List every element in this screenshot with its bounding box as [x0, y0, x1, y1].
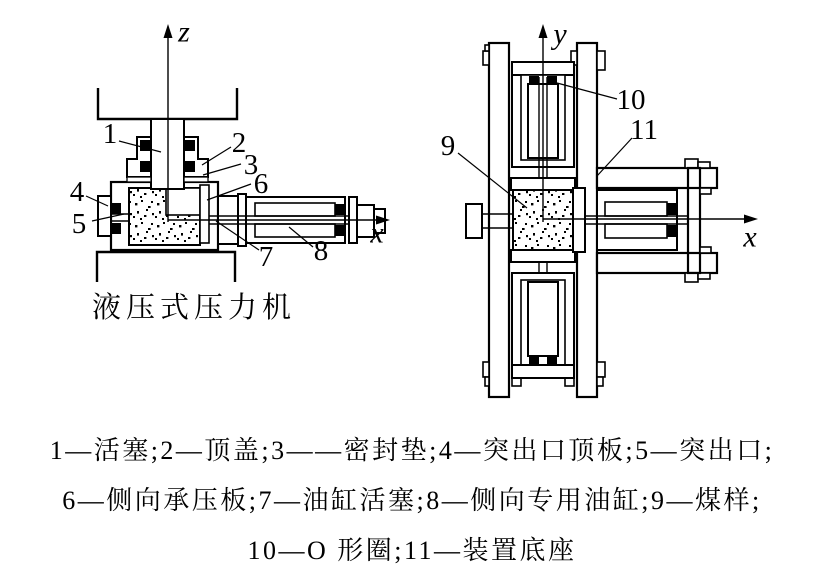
part-label-6: 6 [253, 168, 269, 200]
o-ring [667, 225, 677, 237]
part-label-5: 5 [71, 208, 87, 240]
parts-legend [0, 426, 824, 573]
cylinder-cavity-top [255, 203, 335, 216]
part-label-2: 2 [231, 127, 247, 159]
bolt-tab [597, 51, 605, 70]
piston-foot [166, 188, 200, 215]
lateral-bearing-plate [200, 185, 209, 243]
part-label-3: 3 [243, 149, 259, 181]
sample-bottom-plate [511, 250, 575, 262]
part-label-1: 1 [102, 118, 118, 150]
protrusion-seal [111, 203, 121, 214]
bottom-cap-bar [512, 365, 574, 378]
bolt-tab [597, 362, 605, 377]
right-cylinder-cavity [605, 224, 667, 238]
left-press-diagram [70, 16, 390, 283]
legend-line-1: 1—活塞;2—顶盖;3——密封垫;4—突出口顶板;5—突出口; [49, 436, 775, 465]
seal-gasket-left [127, 177, 151, 182]
cover-seal-ring [140, 140, 150, 151]
cylinder-seal [335, 204, 345, 215]
o-ring [529, 76, 539, 85]
bolt-tab [485, 377, 489, 386]
part-label-8: 8 [313, 235, 329, 267]
o-ring [547, 355, 557, 364]
z-axis-arrow [164, 24, 173, 38]
part-label-4: 4 [69, 176, 85, 208]
part-label-10: 10 [616, 84, 646, 116]
right-cylinder-cavity [605, 202, 667, 216]
bolt-tab [685, 159, 698, 168]
base-plate-outer [489, 43, 509, 397]
protrusion-seal [111, 223, 121, 234]
bolt-tab [485, 45, 489, 51]
y-axis-label: y [553, 17, 567, 51]
seal-gasket-right [184, 177, 208, 182]
cover-seal-ring [185, 140, 195, 151]
right-device-diagram [441, 18, 758, 398]
bolt-tab [483, 51, 489, 65]
right-cylinder-body [597, 190, 677, 250]
y-axis-arrow [539, 24, 548, 38]
x-axis-label-left: x [370, 216, 384, 250]
clamp-bolt-head [466, 204, 482, 238]
bolt-tab [597, 377, 603, 386]
part-label-9: 9 [440, 130, 456, 162]
cover-seal-ring [140, 161, 150, 172]
bolt-tab [685, 273, 698, 282]
sample-side-plate [573, 188, 585, 252]
bolt-tab [700, 188, 711, 194]
legend-line-3: 10—O 形圈;11—装置底座 [247, 536, 577, 565]
part-label-11: 11 [630, 114, 658, 146]
legend-line-2: 6—侧向承压板;7—油缸活塞;8—侧向专用油缸;9—煤样; [62, 486, 762, 515]
bolt-tab [483, 362, 489, 377]
cylinder-seal [335, 225, 345, 236]
x-axis-label-right: x [743, 220, 757, 254]
bottom-cylinder-piston [528, 282, 558, 356]
z-axis-label: z [178, 15, 190, 49]
press-bottom-beam [97, 252, 235, 282]
o-ring [547, 76, 557, 85]
cover-seal-ring [185, 161, 195, 172]
part-label-7: 7 [258, 241, 274, 273]
o-ring [667, 203, 677, 215]
leader-2 [202, 147, 231, 165]
bolt-tab [700, 247, 711, 253]
left-diagram-caption: 液压式压力机 [91, 292, 296, 324]
o-ring [529, 355, 539, 364]
